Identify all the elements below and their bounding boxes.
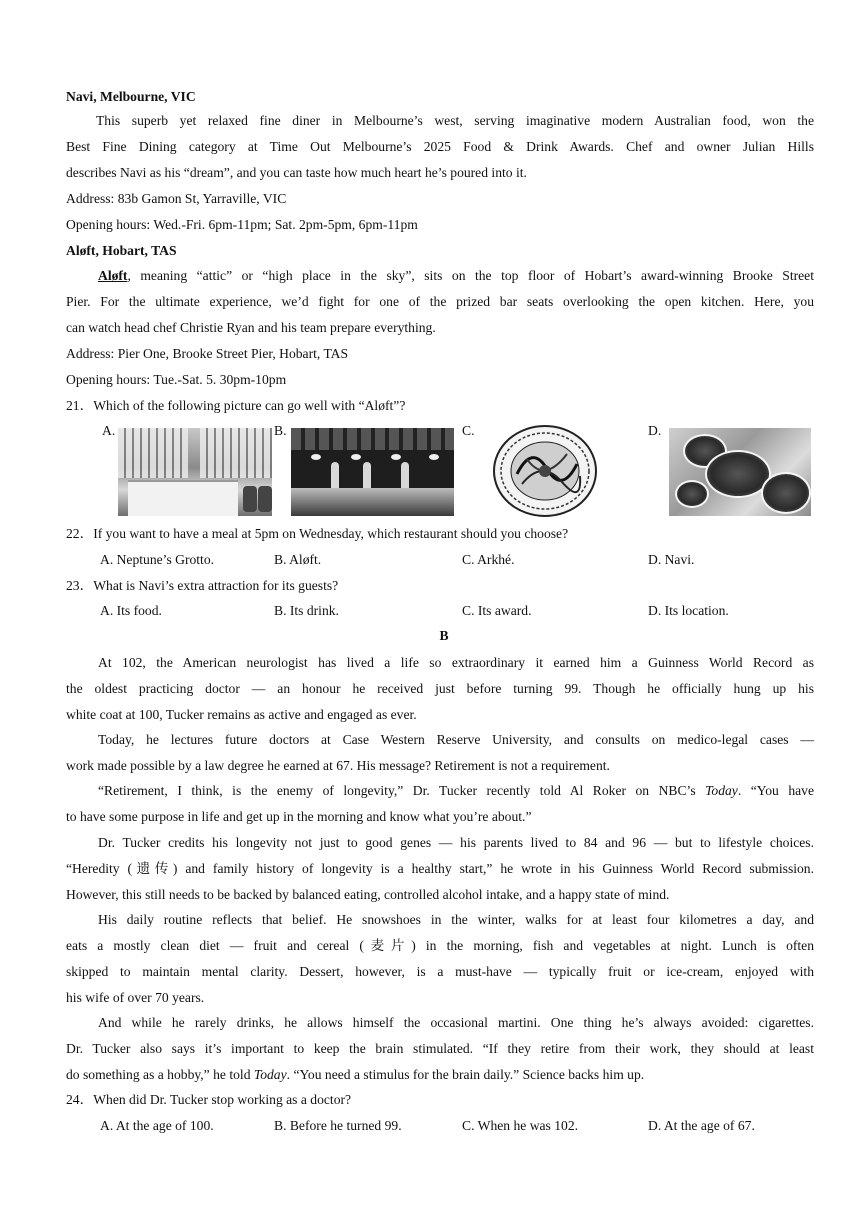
navi-para-line-1: This superb yet relaxed fine diner in Melbourne’s west, serving imaginative modern Australian food, won the: [96, 113, 814, 128]
navi-heading: Navi, Melbourne, VIC: [66, 89, 196, 104]
b-p4-line-2: “Heredity (遗传) and family history of longevity is a healthy start,” he wrote in his Guinness World Record submission.: [66, 861, 814, 876]
today-italic: Today: [705, 783, 738, 798]
b-p5-line-1: His daily routine reflects that belief. He snowshoes in the winter, walks for at least four kilometres a day, and: [98, 912, 814, 927]
question-22-number: 22．: [66, 526, 94, 541]
option-c-label: C.: [462, 423, 475, 438]
q22-option-d[interactable]: D. Navi.: [648, 552, 695, 567]
question-21-stem: Which of the following picture can go well with “Aløft”?: [93, 398, 406, 413]
picture-c-decorated-plate: [492, 424, 598, 518]
b-p2-line-1: Today, he lectures future doctors at Case Western Reserve University, and consults on medico-legal cases —: [98, 732, 814, 747]
aloft-heading: Aløft, Hobart, TAS: [66, 243, 177, 258]
navi-para-line-2: Best Fine Dining category at Time Out Melbourne’s 2025 Food & Drink Awards. Chef and owner Julian Hills: [66, 139, 814, 154]
q24-option-b[interactable]: B. Before he turned 99.: [274, 1118, 402, 1133]
question-24-stem: When did Dr. Tucker stop working as a doctor?: [93, 1092, 352, 1107]
b-p5-line-3: skipped to maintain mental clarity. Dessert, however, is a must-have — typically fruit or ice-cream, enjoyed with: [66, 964, 814, 979]
navi-address: Address: 83b Gamon St, Yarraville, VIC: [66, 191, 287, 206]
b-p1-line-3: white coat at 100, Tucker remains as active and engaged as ever.: [66, 707, 417, 722]
q22-option-c[interactable]: C. Arkhé.: [462, 552, 515, 567]
q23-option-b[interactable]: B. Its drink.: [274, 603, 339, 618]
b-p1-line-1: At 102, the American neurologist has lived a life so extraordinary it earned him a Guinness World Record as: [98, 655, 814, 670]
section-b-label: B: [439, 628, 449, 643]
aloft-para-line-2: Pier. For the ultimate experience, we’d fight for one of the prized bar seats overlooking the open kitchen. Here, you: [66, 294, 814, 309]
b-p3-line-1-tail: . “You have: [737, 783, 814, 798]
question-22-stem: If you want to have a meal at 5pm on Wednesday, which restaurant should you choose?: [93, 526, 569, 541]
option-b-label: B.: [274, 423, 287, 438]
b-p4-line-3: However, this still needs to be backed by balanced eating, controlled alcohol intake, and a happy state of mind.: [66, 887, 670, 902]
question-23-stem: What is Navi’s extra attraction for its guests?: [93, 578, 339, 593]
picture-b-open-kitchen: [291, 428, 454, 516]
b-p3-line-1-text: “Retirement, I think, is the enemy of longevity,” Dr. Tucker recently told Al Roker on NBC’s: [98, 783, 706, 798]
q22-option-a[interactable]: A. Neptune’s Grotto.: [100, 552, 215, 567]
b-p3-line-1: [66, 782, 814, 800]
b-p5-line-4: his wife of over 70 years.: [66, 990, 205, 1005]
b-p6-line-2: Dr. Tucker also says it’s important to keep the brain stimulated. “If they retire from their work, they should at least: [66, 1041, 814, 1056]
q23-option-d[interactable]: D. Its location.: [648, 603, 729, 618]
question-21: [66, 397, 405, 415]
aloft-name-word: Aløft: [98, 268, 128, 283]
b-p4-line-1: Dr. Tucker credits his longevity not just to good genes — his parents lived to 84 and 96 — but to lifestyle choices.: [98, 835, 814, 850]
b-p3-line-2: to have some purpose in life and get up in the morning and know what you’re about.”: [66, 809, 532, 824]
aloft-line1-rest: , meaning “attic” or “high place in the sky”, sits on the top floor of Hobart’s award-winning Brooke Street: [127, 268, 814, 283]
aloft-para-line-1: [66, 267, 814, 285]
navi-para-line-3: describes Navi as his “dream”, and you can taste how much heart he’s poured into it.: [66, 165, 527, 180]
b-p6-line-1: And while he rarely drinks, he allows himself the occasional martini. One thing he’s always avoided: cigarettes.: [98, 1015, 814, 1030]
q24-option-d[interactable]: D. At the age of 67.: [648, 1118, 755, 1133]
picture-a-dining-room: [118, 428, 272, 516]
q24-option-a[interactable]: A. At the age of 100.: [100, 1118, 214, 1133]
question-21-number: 21．: [66, 398, 94, 413]
question-22: [66, 525, 568, 543]
question-23-number: 23．: [66, 578, 94, 593]
aloft-para-line-3: can watch head chef Christie Ryan and his team prepare everything.: [66, 320, 436, 335]
aloft-hours: Opening hours: Tue.-Sat. 5. 30pm-10pm: [66, 372, 287, 387]
b-p5-line-2: eats a mostly clean diet — fruit and cereal (麦片) in the morning, fish and vegetables at night. Lunch is often: [66, 938, 814, 953]
b-p1-line-2: the oldest practicing doctor — an honour he received just before turning 99. Though he officially hung up his: [66, 681, 814, 696]
b-p6-line-3: [66, 1066, 644, 1084]
b-p6-line-3-text: do something as a hobby,” he told: [66, 1067, 254, 1082]
q22-option-b[interactable]: B. Aløft.: [274, 552, 322, 567]
today-italic-2: Today: [253, 1067, 287, 1082]
q24-option-c[interactable]: C. When he was 102.: [462, 1118, 579, 1133]
q23-option-c[interactable]: C. Its award.: [462, 603, 532, 618]
aloft-address: Address: Pier One, Brooke Street Pier, Hobart, TAS: [66, 346, 349, 361]
navi-hours: Opening hours: Wed.-Fri. 6pm-11pm; Sat. 2pm-5pm, 6pm-11pm: [66, 217, 418, 232]
option-d-label: D.: [648, 423, 662, 438]
question-24-number: 24．: [66, 1092, 94, 1107]
question-24: [66, 1091, 351, 1109]
picture-d-food-bowls: [669, 428, 811, 516]
q23-option-a[interactable]: A. Its food.: [100, 603, 162, 618]
question-23: [66, 577, 338, 595]
b-p2-line-2: work made possible by a law degree he earned at 67. His message? Retirement is not a requirement.: [66, 758, 610, 773]
b-p6-line-3-tail: . “You need a stimulus for the brain daily.” Science backs him up.: [286, 1067, 645, 1082]
option-a-label: A.: [102, 423, 116, 438]
